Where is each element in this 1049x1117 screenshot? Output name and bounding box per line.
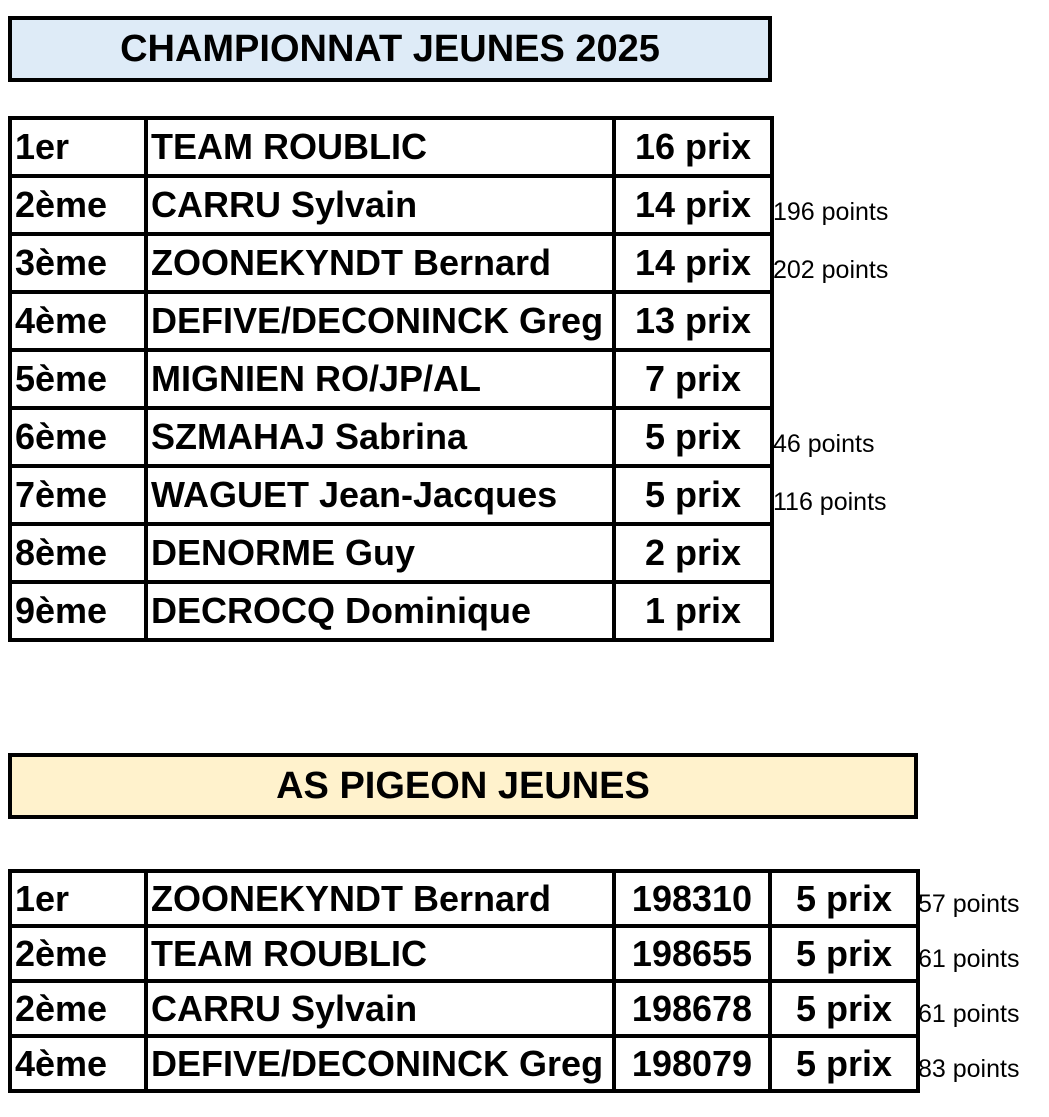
prix-cell: 5 prix [770,871,918,926]
prix-cell: 5 prix [614,408,772,466]
ring-number-cell: 198655 [614,926,770,981]
ring-number-cell: 198310 [614,871,770,926]
prix-cell: 1 prix [614,582,772,640]
name-cell: WAGUET Jean-Jacques [146,466,614,524]
table-row [10,292,772,350]
prix-cell: 14 prix [614,234,772,292]
rank-cell: 1er [10,871,146,926]
prix-cell: 5 prix [770,1036,918,1091]
rank-cell: 4ème [10,1036,146,1091]
rank-cell: 8ème [10,524,146,582]
table-row [10,118,772,176]
table-row [10,524,772,582]
rank-cell: 1er [10,118,146,176]
prix-cell: 7 prix [614,350,772,408]
points-note: 202 points [773,256,889,284]
rank-cell: 7ème [10,466,146,524]
name-cell: CARRU Sylvain [146,981,614,1036]
name-cell: SZMAHAJ Sabrina [146,408,614,466]
prix-cell: 16 prix [614,118,772,176]
name-cell: DECROCQ Dominique [146,582,614,640]
rank-cell: 2ème [10,926,146,981]
name-cell: DEFIVE/DECONINCK Greg [146,1036,614,1091]
championnat-table [8,116,774,642]
as-pigeon-title: AS PIGEON JEUNES [8,753,918,819]
points-note: 83 points [918,1055,1020,1083]
points-note: 116 points [773,488,887,516]
name-cell: CARRU Sylvain [146,176,614,234]
name-cell: MIGNIEN RO/JP/AL [146,350,614,408]
prix-cell: 5 prix [614,466,772,524]
table-row [10,350,772,408]
name-cell: TEAM ROUBLIC [146,118,614,176]
table-row [10,981,918,1036]
prix-cell: 2 prix [614,524,772,582]
prix-cell: 5 prix [770,926,918,981]
as-pigeon-table [8,869,920,1093]
rank-cell: 3ème [10,234,146,292]
ring-number-cell: 198079 [614,1036,770,1091]
rank-cell: 9ème [10,582,146,640]
name-cell: DENORME Guy [146,524,614,582]
table-row [10,234,772,292]
table-row [10,466,772,524]
table-row [10,176,772,234]
table-row [10,582,772,640]
table-row [10,1036,918,1091]
name-cell: DEFIVE/DECONINCK Greg [146,292,614,350]
prix-cell: 5 prix [770,981,918,1036]
ring-number-cell: 198678 [614,981,770,1036]
points-note: 61 points [918,945,1020,973]
championnat-title: CHAMPIONNAT JEUNES 2025 [8,16,772,82]
name-cell: ZOONEKYNDT Bernard [146,234,614,292]
points-note: 196 points [773,198,889,226]
table-row [10,871,918,926]
prix-cell: 13 prix [614,292,772,350]
table-row [10,926,918,981]
rank-cell: 4ème [10,292,146,350]
rank-cell: 2ème [10,176,146,234]
prix-cell: 14 prix [614,176,772,234]
name-cell: TEAM ROUBLIC [146,926,614,981]
rank-cell: 2ème [10,981,146,1036]
name-cell: ZOONEKYNDT Bernard [146,871,614,926]
points-note: 57 points [918,890,1020,918]
table-row [10,408,772,466]
points-note: 61 points [918,1000,1020,1028]
rank-cell: 5ème [10,350,146,408]
rank-cell: 6ème [10,408,146,466]
points-note: 46 points [773,430,875,458]
